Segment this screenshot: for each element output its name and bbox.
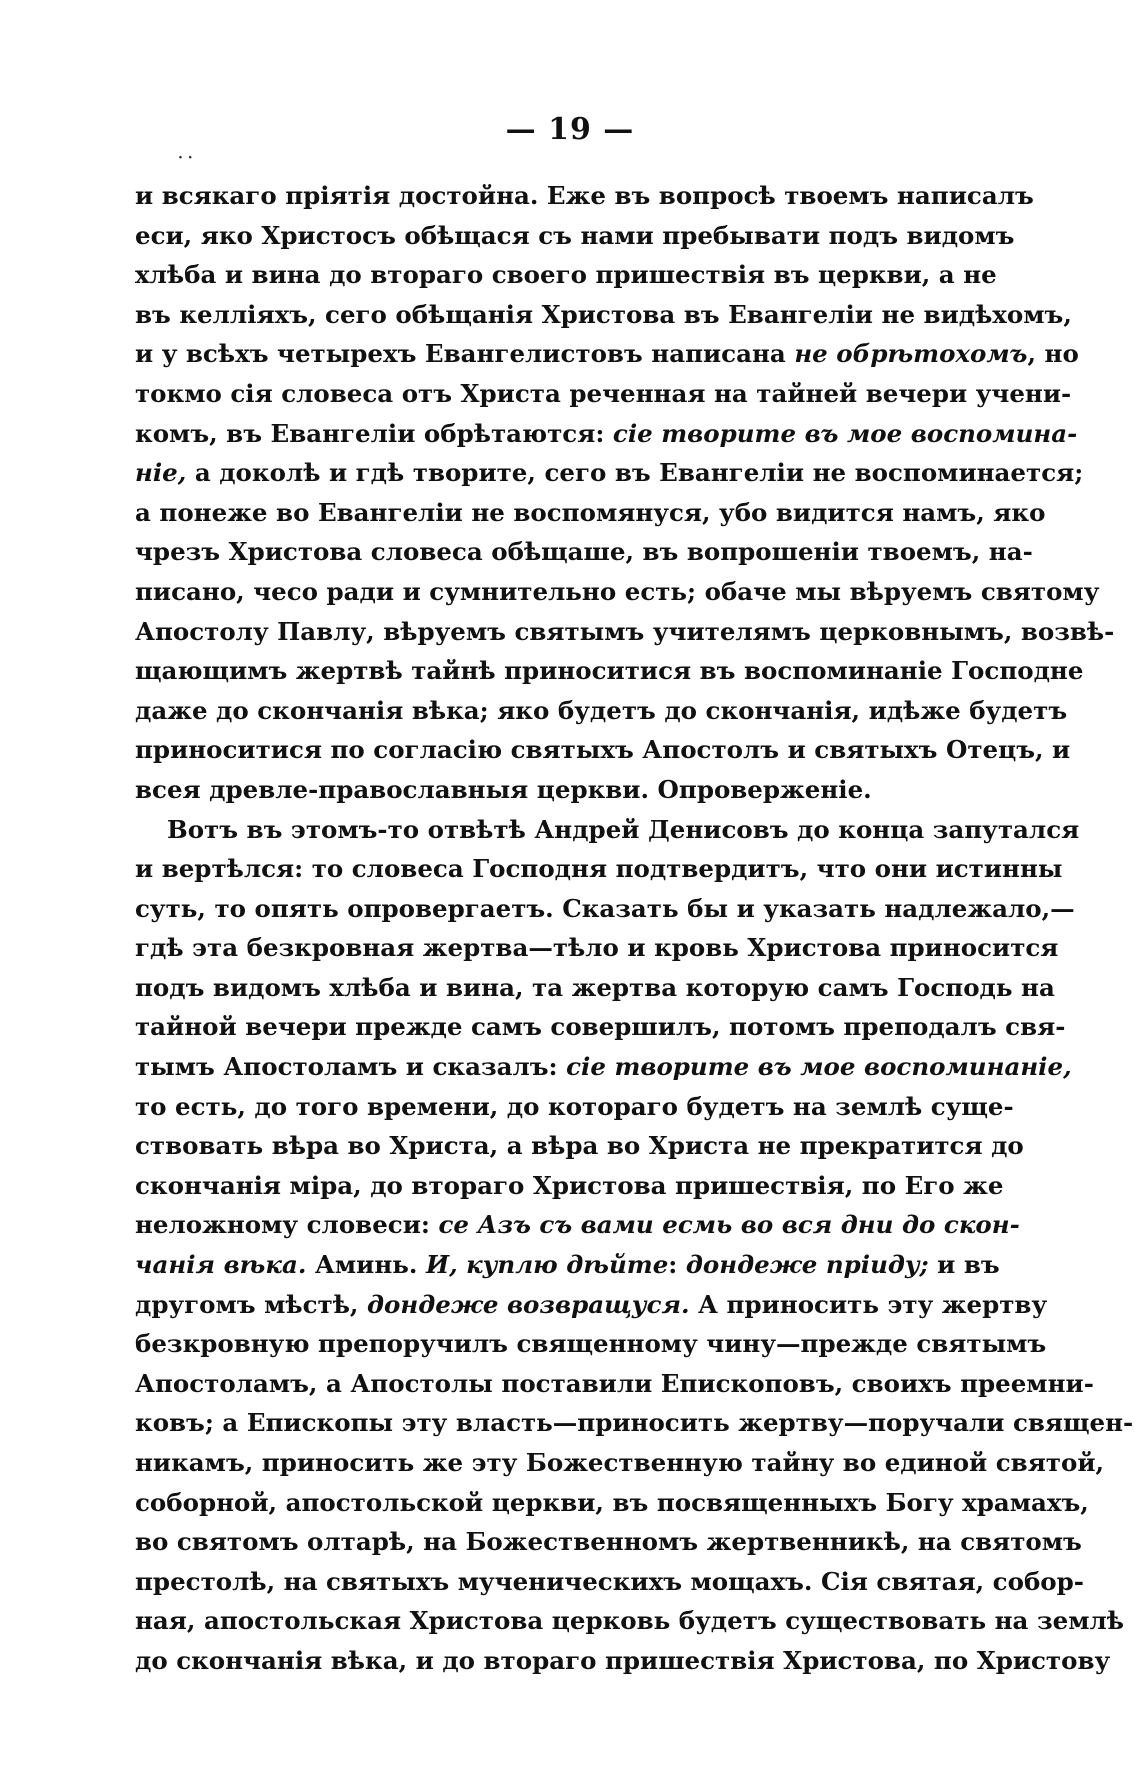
- text-segment: соборной, апостольской церкви, въ посвященныхъ Богу храмахъ,: [135, 1487, 1089, 1517]
- text-segment: гдѣ эта безкровная жертва—тѣло и кровь Христова приносится: [135, 933, 1059, 963]
- text-segment: то есть, до того времени, до котораго будетъ на землѣ суще-: [135, 1091, 1014, 1121]
- text-segment: Апостоламъ, а Апостолы поставили Епископовъ, своихъ преемни-: [135, 1368, 1094, 1398]
- text-segment: ковъ; а Епископы эту власть—приносить жертву—поручали священ-: [135, 1408, 1134, 1438]
- text-segment: и вертѣлся: то словеса Господня подтвердитъ, что они истинны: [135, 854, 1063, 884]
- text-segment: а понеже во Евангелiи не воспомянуся, убо видится намъ, яко: [135, 497, 1046, 527]
- text-line: [135, 532, 1033, 572]
- text-line: [135, 1403, 1134, 1443]
- italic-text: не обрѣтохомъ: [794, 339, 1028, 369]
- text-line: [135, 1522, 1082, 1562]
- text-segment: до скончанiя вѣка, и до втораго пришествiя Христова, по Христову: [135, 1645, 1111, 1675]
- text-segment: и въ: [928, 1250, 1000, 1280]
- text-segment: престолѣ, на святыхъ мученическихъ мощахъ. Сiя святая, собор-: [135, 1566, 1084, 1596]
- text-line: [135, 295, 1072, 335]
- text-segment: подъ видомъ хлѣба и вина, та жертва которую самъ Господь на: [135, 972, 1055, 1002]
- italic-text: И, куплю дѣйте: [425, 1250, 669, 1280]
- text-segment: Вотъ въ этомъ-то отвѣтѣ Андрей Денисовъ до конца запутался: [167, 814, 1080, 844]
- text-line: [135, 1087, 1014, 1127]
- text-line: [135, 810, 1080, 850]
- text-line: [135, 770, 995, 810]
- italic-text: сiе творите въ мое воспомина-: [612, 418, 1078, 448]
- text-segment: никамъ, приносить же эту Божественную тайну во единой святой,: [135, 1448, 1105, 1477]
- italic-text: чанiя вѣка.: [135, 1250, 307, 1280]
- text-segment: тымъ Апостоламъ и сказалъ:: [135, 1052, 567, 1082]
- text-segment: въ келлiяхъ, сего обѣщанiя Христова въ Евангелiи не видѣхомъ,: [135, 299, 1072, 329]
- page-number: — 19 —: [505, 112, 635, 147]
- text-line: [135, 572, 1100, 612]
- text-line: [135, 255, 995, 295]
- text-segment: хлѣба и вина до втораго своего пришествiя въ церкви, а не: [135, 260, 997, 290]
- text-segment: суть, то опять опровергаетъ. Сказать бы и указать надлежало,—: [135, 893, 1075, 923]
- text-segment: :: [668, 1250, 686, 1280]
- text-line: [135, 889, 1075, 929]
- text-line: [135, 612, 1115, 652]
- text-segment: А приносить эту жертву: [689, 1289, 1048, 1319]
- text-segment: щающимъ жертвѣ тайнѣ приноситися въ воспоминанiе Господне: [135, 656, 1084, 686]
- text-segment: комъ, въ Евангелiи обрѣтаются:: [135, 418, 613, 448]
- text-segment: Апостолу Павлу, вѣруемъ святымъ учителямъ церковнымъ, возвѣ-: [135, 616, 1115, 646]
- italic-text: дондеже прiиду;: [685, 1250, 929, 1280]
- text-segment: токмо сiя словеса отъ Христа реченная на тайней вечери учени-: [135, 378, 1072, 408]
- text-line: [135, 1601, 1124, 1641]
- text-line: [135, 691, 1068, 731]
- text-segment: Аминь.: [306, 1250, 426, 1280]
- text-line: [135, 1364, 1094, 1404]
- text-segment: еси, яко Христосъ обѣщася съ нами пребывати подъ видомъ: [135, 220, 1015, 250]
- text-line: [135, 216, 1015, 256]
- text-line: [135, 1205, 1020, 1245]
- text-line: [135, 968, 1055, 1008]
- text-line: [135, 1047, 1072, 1087]
- text-line: [135, 1245, 1000, 1285]
- italic-text: се Азъ съ вами есмь во вся дни до скон-: [438, 1210, 1020, 1240]
- text-line: [135, 493, 1046, 533]
- body-text: [135, 176, 1134, 1681]
- text-segment: чрезъ Христова словеса обѣщаше, въ вопрошенiи твоемъ, на-: [135, 537, 1033, 567]
- text-line: [135, 1007, 1066, 1047]
- text-line: [135, 730, 1071, 770]
- text-segment: и всякаго прiятiя достойна. Еже въ вопросѣ твоемъ написалъ: [135, 181, 1034, 210]
- text-line: [135, 176, 1034, 216]
- text-line: [135, 1562, 1084, 1602]
- italic-text: сiе творите въ мое воспоминанiе,: [566, 1052, 1072, 1082]
- text-line: [135, 453, 1084, 493]
- text-segment: тайной вечери прежде самъ совершилъ, потомъ преподалъ свя-: [135, 1012, 1066, 1042]
- italic-text: нiе,: [135, 458, 187, 488]
- text-line: [135, 374, 1072, 414]
- text-line: [135, 1285, 1048, 1325]
- text-segment: во святомъ олтарѣ, на Божественномъ жертвенникѣ, на святомъ: [135, 1527, 1082, 1557]
- italic-text: дондеже возвращуся.: [367, 1289, 690, 1319]
- text-line: [135, 1324, 1047, 1364]
- text-segment: даже до скончанiя вѣка; яко будетъ до скончанiя, идѣже будетъ: [135, 695, 1068, 725]
- text-line: [135, 334, 1079, 374]
- text-segment: писано, чесо ради и сумнительно есть; обаче мы вѣруемъ святому: [135, 576, 1100, 606]
- text-segment: другомъ мѣстѣ,: [135, 1289, 367, 1319]
- ink-speck: · ·: [178, 150, 193, 166]
- text-line: [135, 1641, 1111, 1681]
- text-segment: неложному словеси:: [135, 1210, 439, 1240]
- text-segment: приноситися по согласiю святыхъ Апостолъ и святыхъ Отецъ, и: [135, 735, 1071, 765]
- text-segment: ствовать вѣра во Христа, а вѣра во Христа не прекратится до: [135, 1131, 1024, 1161]
- text-segment: всея древле-православныя церкви. Опроверженiе.: [135, 774, 872, 804]
- text-segment: ная, апостольская Христова церковь будетъ существовать на землѣ: [135, 1606, 1124, 1636]
- text-segment: , но: [1027, 339, 1079, 369]
- text-segment: безкровную препоручилъ священному чину—прежде святымъ: [135, 1329, 1047, 1359]
- text-line: [135, 1483, 1089, 1523]
- text-line: [135, 1126, 1024, 1166]
- text-line: [135, 928, 1059, 968]
- text-segment: а доколѣ и гдѣ творите, сего въ Евангелiи не воспоминается;: [186, 458, 1084, 488]
- text-line: [135, 1443, 1105, 1483]
- text-line: [135, 651, 1084, 691]
- text-line: [135, 849, 1063, 889]
- text-line: [135, 414, 1078, 454]
- text-segment: скончанiя мiра, до втораго Христова пришествiя, по Его же: [135, 1170, 1004, 1200]
- text-segment: и у всѣхъ четырехъ Евангелистовъ написана: [135, 339, 795, 369]
- text-line: [135, 1166, 1004, 1206]
